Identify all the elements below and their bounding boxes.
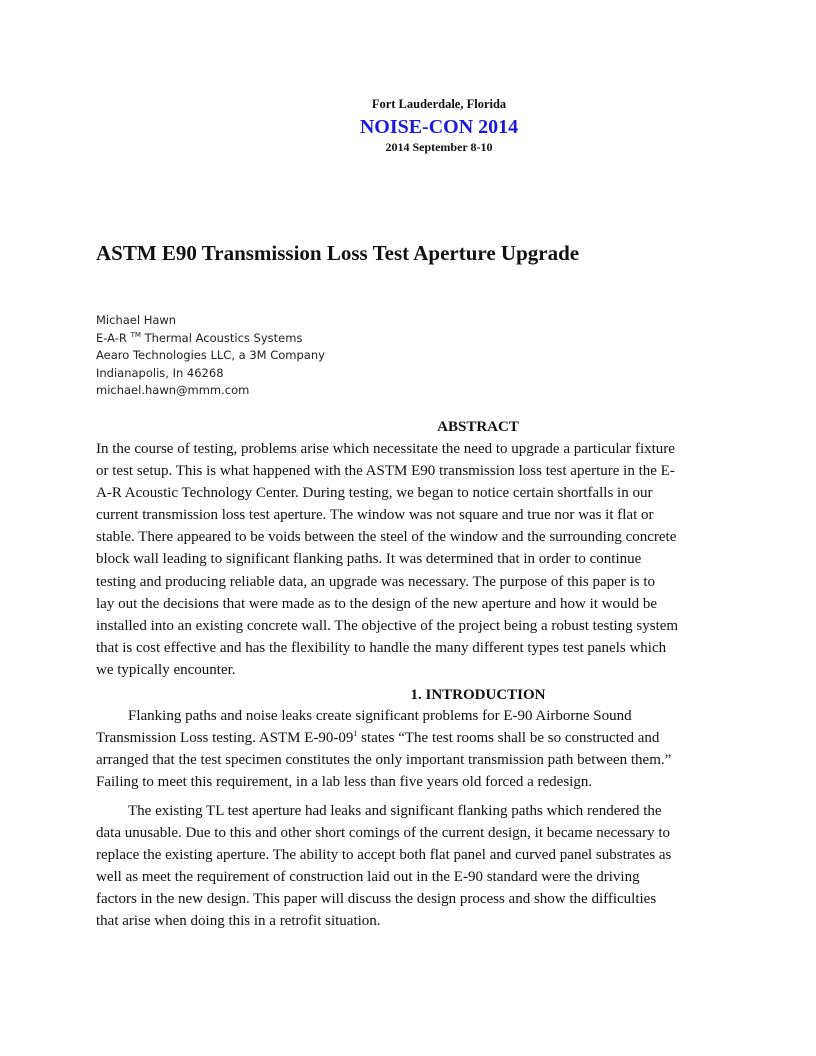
introduction-paragraph-1 xyxy=(96,705,720,793)
paper-title: ASTM E90 Transmission Loss Test Aperture Upgrade xyxy=(96,241,580,265)
abstract-line: that is cost effective and has the flexibility to handle the many different types test panels which xyxy=(96,639,667,656)
introduction-paragraph-2 xyxy=(96,800,720,933)
introduction-heading xyxy=(0,686,816,704)
conference-name: NOISE-CON 2014 xyxy=(359,116,519,138)
reference-marker: 1 xyxy=(353,729,358,739)
author-company: Aearo Technologies LLC, a 3M Company xyxy=(96,348,325,362)
abstract-line: current transmission loss test aperture. The window was not square and true nor was it flat or xyxy=(96,507,654,524)
paragraph-line: factors in the new design. This paper will discuss the design process and show the difficulties xyxy=(96,891,657,908)
abstract-line: block wall leading to significant flanking paths. It was determined that in order to continue xyxy=(96,551,642,568)
paragraph-line: Flanking paths and noise leaks create significant problems for E-90 Airborne Sound xyxy=(128,708,632,724)
trademark-mark: TM xyxy=(130,330,141,339)
abstract-body xyxy=(96,438,720,681)
abstract-line: or test setup. This is what happened with the ASTM E90 transmission loss test aperture in the E- xyxy=(96,463,675,480)
paragraph-text: Transmission Loss testing. ASTM E-90-09 xyxy=(96,730,354,747)
abstract-line: installed into an existing concrete wall. The objective of the project being a robust testing system xyxy=(96,617,679,634)
author-name: Michael Hawn xyxy=(96,313,177,327)
abstract-line: testing and producing reliable data, an upgrade was necessary. The purpose of this paper is to xyxy=(96,573,655,590)
abstract-line: stable. There appeared to be voids between the steel of the window and the surrounding concrete xyxy=(96,529,677,546)
introduction-heading-text: 1. INTRODUCTION xyxy=(410,687,546,703)
abstract-line: In the course of testing, problems arise which necessitate the need to upgrade a particular fixture xyxy=(96,441,675,457)
paragraph-text: states “The test rooms shall be so constructed and xyxy=(357,730,660,747)
abstract-line: lay out the decisions that were made as to the design of the new aperture and how it would be xyxy=(96,595,658,612)
author-affiliation xyxy=(96,330,325,348)
abstract-heading-text: ABSTRACT xyxy=(437,419,519,435)
author-email: michael.hawn@mmm.com xyxy=(96,383,250,397)
conference-header xyxy=(0,97,816,154)
author-block xyxy=(96,312,325,400)
abstract-line: A-R Acoustic Technology Center. During testing, we began to notice certain shortfalls in our xyxy=(96,485,653,502)
paragraph-line: The existing TL test aperture had leaks and significant flanking paths which rendered the xyxy=(128,803,662,819)
conference-dates: 2014 September 8-10 xyxy=(385,140,493,154)
author-city: Indianapolis, In 46268 xyxy=(96,365,224,380)
affiliation-suffix: Thermal Acoustics Systems xyxy=(144,330,303,345)
paragraph-line: arranged that the test specimen constitutes the only important transmission path between them.” xyxy=(96,752,672,769)
paragraph-line: replace the existing aperture. The ability to accept both flat panel and curved panel substrates as xyxy=(96,847,672,864)
conference-location: Fort Lauderdale, Florida xyxy=(371,97,507,111)
paragraph-line: data unusable. Due to this and other short comings of the current design, it became necessary to xyxy=(96,825,670,842)
paragraph-line: that arise when doing this in a retrofit situation. xyxy=(96,913,381,930)
paragraph-line xyxy=(96,727,720,749)
affiliation-prefix: E-A-R xyxy=(96,330,127,345)
paragraph-line: well as meet the requirement of construction laid out in the E-90 standard were the driving xyxy=(96,869,640,886)
abstract-heading xyxy=(0,418,816,436)
abstract-line: we typically encounter. xyxy=(96,661,236,678)
paragraph-line: Failing to meet this requirement, in a lab less than five years old forced a redesign. xyxy=(96,774,593,791)
